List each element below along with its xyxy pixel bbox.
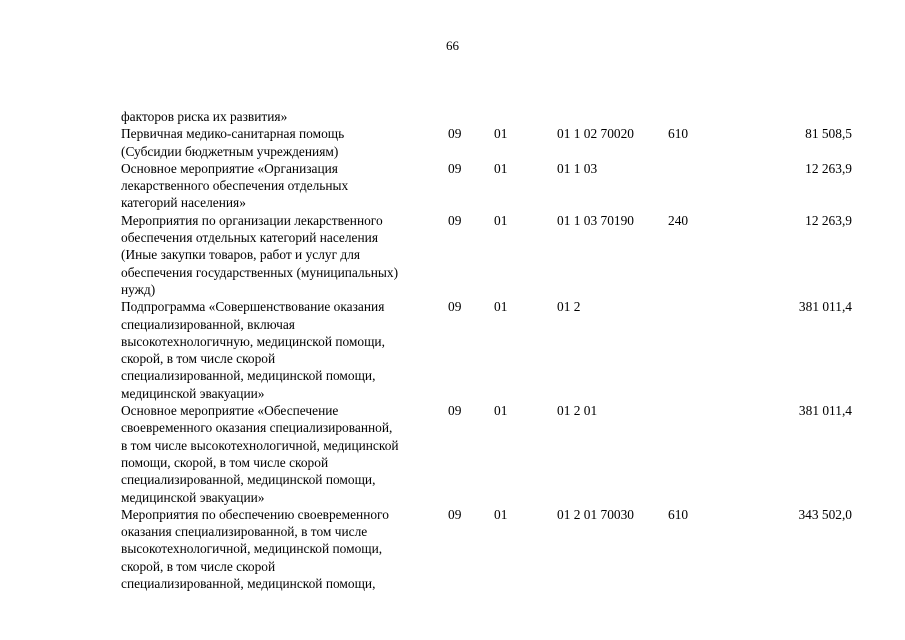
row-name xyxy=(121,212,443,298)
row-name xyxy=(121,506,443,592)
row-name-line: оказания специализированной, в том числе xyxy=(121,524,368,540)
amount: 343 502,0 xyxy=(798,506,852,522)
row-name-line: помощи, скорой, в том числе скорой xyxy=(121,454,329,470)
amount: 381 011,4 xyxy=(798,403,852,419)
section-code: 09 xyxy=(448,126,462,142)
row-name-line: (Субсидии бюджетным учреждениям) xyxy=(121,143,339,159)
amount: 12 263,9 xyxy=(805,160,852,176)
amount: 381 011,4 xyxy=(798,299,852,315)
subsection-code: 01 xyxy=(494,403,508,419)
row-name-line: скорой, в том числе скорой xyxy=(121,558,276,574)
amount: 81 508,5 xyxy=(805,126,852,142)
subsection-code: 01 xyxy=(494,126,508,142)
target-article-code: 01 1 02 70020 xyxy=(557,126,634,142)
row-name-line: Мероприятия по обеспечению своевременного xyxy=(121,506,389,522)
row-name-line: специализированной, включая xyxy=(121,316,295,332)
row-name-line: Мероприятия по организации лекарственного xyxy=(121,212,383,228)
row-name-line: высокотехнологичной, медицинской помощи, xyxy=(121,541,383,557)
row-name-line: обеспечения отдельных категорий населения xyxy=(121,230,378,246)
row-name xyxy=(121,402,443,506)
expense-type-code: 610 xyxy=(668,506,689,522)
row-name xyxy=(121,160,443,212)
page-number: 66 xyxy=(446,38,459,53)
section-code: 09 xyxy=(448,212,462,228)
row-name-line: медицинской эвакуации» xyxy=(121,385,265,401)
section-code: 09 xyxy=(448,160,462,176)
row-name-line: специализированной, медицинской помощи, xyxy=(121,368,376,384)
row-name-line: категорий населения» xyxy=(121,195,246,211)
target-article-code: 01 1 03 70190 xyxy=(557,212,634,228)
row-name-line: Основное мероприятие «Обеспечение xyxy=(121,403,339,419)
amount: 12 263,9 xyxy=(805,212,852,228)
row-name-line: специализированной, медицинской помощи, xyxy=(121,576,376,592)
row-name xyxy=(121,108,443,125)
subsection-code: 01 xyxy=(494,212,508,228)
row-name-line: факторов риска их развития» xyxy=(121,109,288,124)
row-name-line: высокотехнологичную, медицинской помощи, xyxy=(121,333,385,349)
target-article-code: 01 2 01 70030 xyxy=(557,506,634,522)
row-name-line: обеспечения государственных (муниципальных) xyxy=(121,264,399,280)
target-article-code: 01 2 xyxy=(557,299,581,315)
row-name-line: в том числе высокотехнологичной, медицинской xyxy=(121,437,399,453)
row-name-line: своевременного оказания специализированной, xyxy=(121,420,393,436)
target-article-code: 01 1 03 xyxy=(557,160,598,176)
subsection-code: 01 xyxy=(494,506,508,522)
section-code: 09 xyxy=(448,506,462,522)
row-name-line: Подпрограмма «Совершенствование оказания xyxy=(121,299,385,315)
expense-type-code: 610 xyxy=(668,126,689,142)
row-name-line: скорой, в том числе скорой xyxy=(121,351,276,367)
row-name-line: Основное мероприятие «Организация xyxy=(121,160,338,176)
row-name-line: специализированной, медицинской помощи, xyxy=(121,472,376,488)
subsection-code: 01 xyxy=(494,299,508,315)
expense-type-code: 240 xyxy=(668,212,689,228)
row-name-line: медицинской эвакуации» xyxy=(121,489,265,505)
row-name-line: Первичная медико-санитарная помощь xyxy=(121,126,345,142)
row-name xyxy=(121,125,443,160)
row-name-line: (Иные закупки товаров, работ и услуг для xyxy=(121,247,361,263)
section-code: 09 xyxy=(448,403,462,419)
row-name-line: нужд) xyxy=(121,281,156,297)
target-article-code: 01 2 01 xyxy=(557,403,598,419)
subsection-code: 01 xyxy=(494,160,508,176)
row-name xyxy=(121,298,443,402)
section-code: 09 xyxy=(448,299,462,315)
row-name-line: лекарственного обеспечения отдельных xyxy=(121,178,349,194)
